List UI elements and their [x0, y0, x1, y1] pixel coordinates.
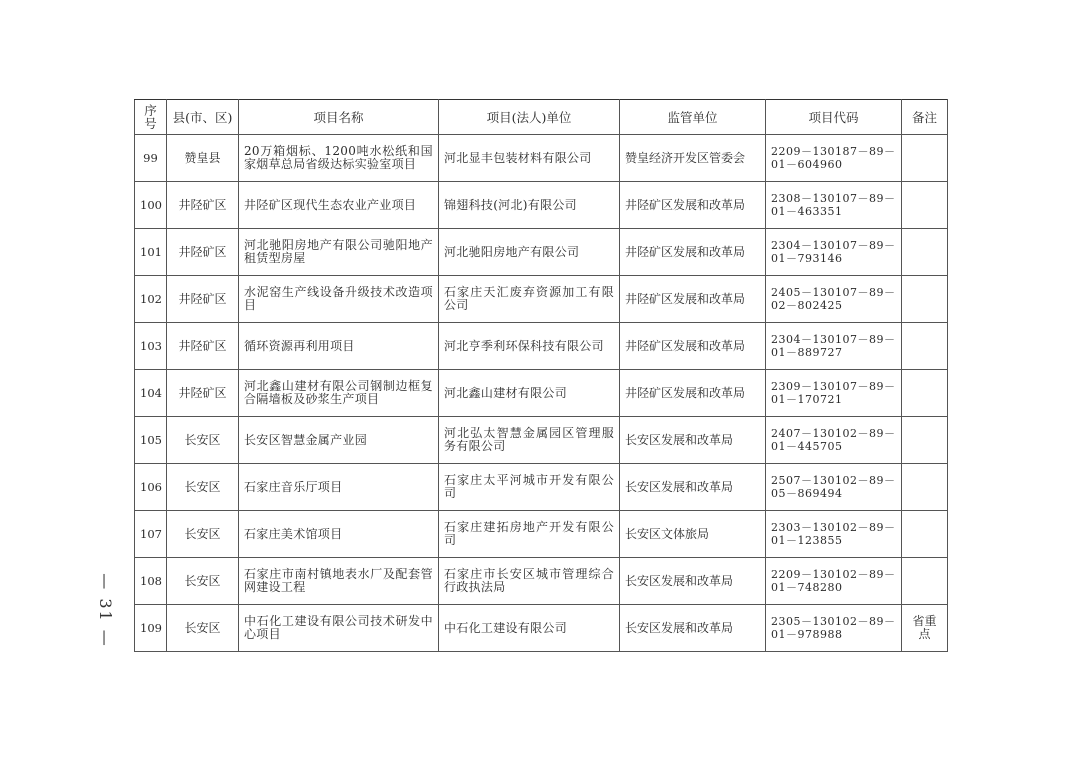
row-project-code: 2309－130107－89－01－170721	[766, 370, 902, 417]
table-row	[135, 229, 948, 276]
row-project-name: 20万箱烟标、1200吨水松纸和国家烟草总局省级达标实验室项目	[239, 135, 439, 182]
row-no: 107	[135, 511, 167, 558]
row-project-name: 循环资源再利用项目	[239, 323, 439, 370]
row-project-name: 石家庄市南村镇地表水厂及配套管网建设工程	[239, 558, 439, 605]
row-no: 102	[135, 276, 167, 323]
header-project-unit: 项目(法人)单位	[439, 100, 620, 135]
row-note	[902, 276, 948, 323]
table-row	[135, 276, 948, 323]
row-supervisor: 长安区发展和改革局	[620, 558, 766, 605]
row-project-unit: 石家庄太平河城市开发有限公司	[439, 464, 620, 511]
row-county: 长安区	[167, 464, 239, 511]
table-row	[135, 370, 948, 417]
table-row	[135, 558, 948, 605]
row-project-name: 中石化工建设有限公司技术研发中心项目	[239, 605, 439, 652]
row-supervisor: 长安区发展和改革局	[620, 605, 766, 652]
row-no: 106	[135, 464, 167, 511]
row-project-code: 2308－130107－89－01－463351	[766, 182, 902, 229]
row-project-unit: 石家庄建拓房地产开发有限公司	[439, 511, 620, 558]
row-project-name: 井陉矿区现代生态农业产业项目	[239, 182, 439, 229]
table-row	[135, 605, 948, 652]
row-county: 长安区	[167, 511, 239, 558]
row-project-name: 河北驰阳房地产有限公司驰阳地产租赁型房屋	[239, 229, 439, 276]
row-project-unit: 河北亨季利环保科技有限公司	[439, 323, 620, 370]
row-project-unit: 石家庄天汇废弃资源加工有限公司	[439, 276, 620, 323]
row-project-code: 2304－130107－89－01－889727	[766, 323, 902, 370]
table-row	[135, 135, 948, 182]
row-project-name: 河北鑫山建材有限公司钢制边框复合隔墙板及砂浆生产项目	[239, 370, 439, 417]
row-no: 105	[135, 417, 167, 464]
row-county: 井陉矿区	[167, 276, 239, 323]
row-project-unit: 河北弘太智慧金属园区管理服务有限公司	[439, 417, 620, 464]
row-county: 井陉矿区	[167, 182, 239, 229]
row-supervisor: 井陉矿区发展和改革局	[620, 323, 766, 370]
project-table	[134, 99, 948, 652]
row-project-code: 2209－130187－89－01－604960	[766, 135, 902, 182]
row-supervisor: 井陉矿区发展和改革局	[620, 276, 766, 323]
row-county: 长安区	[167, 605, 239, 652]
row-project-code: 2407－130102－89－01－445705	[766, 417, 902, 464]
row-project-name: 石家庄美术馆项目	[239, 511, 439, 558]
row-no: 100	[135, 182, 167, 229]
row-supervisor: 井陉矿区发展和改革局	[620, 370, 766, 417]
row-project-unit: 石家庄市长安区城市管理综合行政执法局	[439, 558, 620, 605]
row-project-name: 石家庄音乐厅项目	[239, 464, 439, 511]
row-note	[902, 135, 948, 182]
row-project-unit: 锦翅科技(河北)有限公司	[439, 182, 620, 229]
row-project-unit: 河北显丰包装材料有限公司	[439, 135, 620, 182]
row-county: 井陉矿区	[167, 370, 239, 417]
row-project-code: 2305－130102－89－01－978988	[766, 605, 902, 652]
row-no: 103	[135, 323, 167, 370]
row-supervisor: 赞皇经济开发区管委会	[620, 135, 766, 182]
row-county: 井陉矿区	[167, 229, 239, 276]
row-supervisor: 井陉矿区发展和改革局	[620, 229, 766, 276]
row-supervisor: 长安区文体旅局	[620, 511, 766, 558]
row-note	[902, 464, 948, 511]
row-supervisor: 长安区发展和改革局	[620, 464, 766, 511]
row-no: 109	[135, 605, 167, 652]
page-number-text: — 31 —	[95, 572, 115, 648]
header-project-code: 项目代码	[766, 100, 902, 135]
row-project-name: 长安区智慧金属产业园	[239, 417, 439, 464]
row-project-unit: 河北驰阳房地产有限公司	[439, 229, 620, 276]
row-county: 长安区	[167, 417, 239, 464]
page-number	[90, 570, 120, 650]
row-note	[902, 182, 948, 229]
row-project-unit: 中石化工建设有限公司	[439, 605, 620, 652]
header-no: 序号	[135, 100, 167, 135]
row-county: 井陉矿区	[167, 323, 239, 370]
table-row	[135, 417, 948, 464]
row-project-code: 2209－130102－89－01－748280	[766, 558, 902, 605]
table-header-row	[135, 100, 948, 135]
row-note	[902, 370, 948, 417]
row-county: 赞皇县	[167, 135, 239, 182]
row-note	[902, 558, 948, 605]
row-no: 104	[135, 370, 167, 417]
row-note	[902, 323, 948, 370]
row-project-name: 水泥窑生产线设备升级技术改造项目	[239, 276, 439, 323]
header-project-name: 项目名称	[239, 100, 439, 135]
row-project-unit: 河北鑫山建材有限公司	[439, 370, 620, 417]
row-no: 101	[135, 229, 167, 276]
row-project-code: 2303－130102－89－01－123855	[766, 511, 902, 558]
header-supervisor: 监管单位	[620, 100, 766, 135]
row-supervisor: 井陉矿区发展和改革局	[620, 182, 766, 229]
row-note	[902, 417, 948, 464]
header-county: 县(市、区)	[167, 100, 239, 135]
row-county: 长安区	[167, 558, 239, 605]
table-row	[135, 464, 948, 511]
row-note: 省重点	[902, 605, 948, 652]
table-row	[135, 511, 948, 558]
row-project-code: 2304－130107－89－01－793146	[766, 229, 902, 276]
row-supervisor: 长安区发展和改革局	[620, 417, 766, 464]
row-no: 99	[135, 135, 167, 182]
row-no: 108	[135, 558, 167, 605]
header-note: 备注	[902, 100, 948, 135]
row-project-code: 2405－130107－89－02－802425	[766, 276, 902, 323]
row-project-code: 2507－130102－89－05－869494	[766, 464, 902, 511]
table-row	[135, 182, 948, 229]
table-row	[135, 323, 948, 370]
row-note	[902, 229, 948, 276]
row-note	[902, 511, 948, 558]
